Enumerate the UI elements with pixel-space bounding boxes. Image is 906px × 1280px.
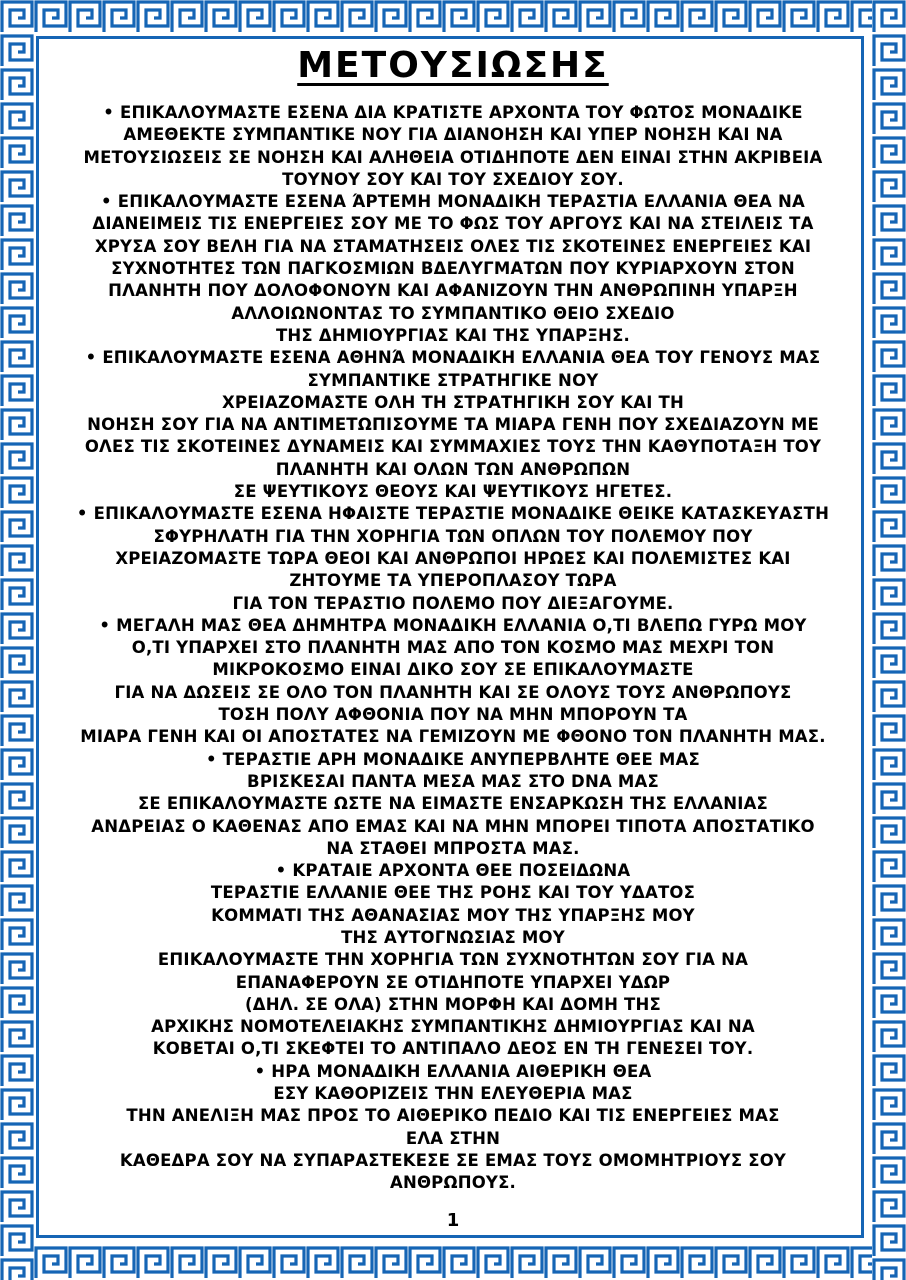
text-line: ΚΑΘΕΔΡΑ ΣΟΥ ΝΑ ΣΥΠΑΡΑΣΤΕΚΕΣΕ ΣΕ ΕΜΑΣ ΤΟΥΣ ΟΜΟΜΗΤΡΙΟΥΣ ΣΟΥ xyxy=(119,1150,787,1170)
text-line: ΤΗΣ ΑΥΤΟΓΝΩΣΙΑΣ ΜΟΥ xyxy=(341,927,565,947)
text-line: ΤΟΣΗ ΠΟΛΥ ΑΦΘΟΝΙΑ ΠΟΥ ΝΑ ΜΗΝ ΜΠΟΡΟΥΝ ΤΑ xyxy=(218,705,688,725)
text-line: • ΕΠΙΚΑΛΟΥΜΑΣΤΕ ΕΣΕΝΑ ΆΡΤΕΜΗ ΜΟΝΑΔΙΚΗ ΤΕΡΑΣΤΙΑ ΕΛΛΑΝΙΑ ΘΕΑ ΝΑ xyxy=(101,192,805,212)
text-line: ΚΟΜΜΑΤΙ ΤΗΣ ΑΘΑΝΑΣΙΑΣ ΜΟΥ ΤΗΣ ΥΠΑΡΞΗΣ ΜΟΥ xyxy=(211,905,695,925)
text-line: ΤΕΡΑΣΤΙΕ ΕΛΛΑΝΙΕ ΘΕΕ ΤΗΣ ΡΟΗΣ ΚΑΙ ΤΟΥ ΥΔΑΤΟΣ xyxy=(210,883,696,903)
page-content xyxy=(40,38,866,1238)
text-line: ΑΝΔΡΕΙΑΣ Ο ΚΑΘΕΝΑΣ ΑΠΟ ΕΜΑΣ ΚΑΙ ΝΑ ΜΗΝ ΜΠΟΡΕΙ ΤΙΠΟΤΑ ΑΠΟΣΤΑΤΙΚΟ xyxy=(91,816,815,836)
text-line: • ΕΠΙΚΑΛΟΥΜΑΣΤΕ ΕΣΕΝΑ ΑΘΗΝΆ ΜΟΝΑΔΙΚΗ ΕΛΛΑΝΙΑ ΘΕΑ ΤΟΥ ΓΕΝΟΥΣ ΜΑΣ xyxy=(85,348,821,368)
text-line: ΣΦΥΡΗΛΑΤΗ ΓΙΑ ΤΗΝ ΧΟΡΗΓΙΑ ΤΩΝ ΟΠΛΩΝ ΤΟΥ ΠΟΛΕΜΟΥ ΠΟΥ xyxy=(153,526,753,546)
text-line: • ΗΡΑ ΜΟΝΑΔΙΚΗ ΕΛΛΑΝΙΑ ΑΙΘΕΡΙΚΗ ΘΕΑ xyxy=(254,1061,652,1081)
text-line: ΑΛΛΟΙΩΝΟΝΤΑΣ ΤΟ ΣΥΜΠΑΝΤΙΚΟ ΘΕΙΟ ΣΧΕΔΙΟ xyxy=(231,303,675,323)
text-line: ΣΕ ΨΕΥΤΙΚΟΥΣ ΘΕΟΥΣ ΚΑΙ ΨΕΥΤΙΚΟΥΣ ΗΓΕΤΕΣ. xyxy=(233,482,673,502)
text-line: • ΜΕΓΑΛΗ ΜΑΣ ΘΕΑ ΔΗΜΗΤΡΑ ΜΟΝΑΔΙΚΗ ΕΛΛΑΝΙΑ Ο,ΤΙ ΒΛΕΠΩ ΓΥΡΩ ΜΟΥ xyxy=(99,615,807,635)
greek-key-border-right xyxy=(872,0,906,1280)
text-line: ΝΟΗΣΗ ΣΟΥ ΓΙΑ ΝΑ ΑΝΤΙΜΕΤΩΠΙΣΟΥΜΕ ΤΑ ΜΙΑΡΑ ΓΕΝΗ ΠΟΥ ΣΧΕΔΙΑΖΟΥΝ ΜΕ xyxy=(87,415,819,435)
text-line: ΤΗΣ ΔΗΜΙΟΥΡΓΙΑΣ ΚΑΙ ΤΗΣ ΥΠΑΡΞΗΣ. xyxy=(275,325,631,345)
text-line: ΜΙΚΡΟΚΟΣΜΟ ΕΙΝΑΙ ΔΙΚΟ ΣΟΥ ΣΕ ΕΠΙΚΑΛΟΥΜΑΣΤΕ xyxy=(212,660,694,680)
text-line: ΣΥΧΝΟΤΗΤΕΣ ΤΩΝ ΠΑΓΚΟΣΜΙΩΝ ΒΔΕΛΥΓΜΑΤΩΝ ΠΟΥ ΚΥΡΙΑΡΧΟΥΝ ΣΤΟΝ xyxy=(111,259,795,279)
text-line: ΓΙΑ ΤΟΝ ΤΕΡΑΣΤΙΟ ΠΟΛΕΜΟ ΠΟΥ ΔΙΕΞΑΓΟΥΜΕ. xyxy=(232,593,674,613)
greek-key-border-bottom xyxy=(0,1246,906,1280)
text-line: ΠΛΑΝΗΤΗ ΠΟΥ ΔΟΛΟΦΟΝΟΥΝ ΚΑΙ ΑΦΑΝΙΖΟΥΝ ΤΗΝ ΑΝΘΡΩΠΙΝΗ ΥΠΑΡΞΗ xyxy=(108,281,798,301)
text-line: ΟΛΕΣ ΤΙΣ ΣΚΟΤΕΙΝΕΣ ΔΥΝΑΜΕΙΣ ΚΑΙ ΣΥΜΜΑΧΙΕΣ ΤΟΥΣ ΤΗΝ ΚΑΘΥΠΟΤΑΞΗ ΤΟΥ xyxy=(84,437,822,457)
text-line: ΠΛΑΝΗΤΗ ΚΑΙ ΟΛΩΝ ΤΩΝ ΑΝΘΡΩΠΩΝ xyxy=(275,459,631,479)
text-line: ΕΛΑ ΣΤΗΝ xyxy=(405,1128,501,1148)
text-line: ΣΕ ΕΠΙΚΑΛΟΥΜΑΣΤΕ ΩΣΤΕ ΝΑ ΕΙΜΑΣΤΕ ΕΝΣΑΡΚΩΣΗ ΤΗΣ ΕΛΛΑΝΙΑΣ xyxy=(137,794,769,814)
text-line: ΔΙΑΝΕΙΜΕΙΣ ΤΙΣ ΕΝΕΡΓΕΙΕΣ ΣΟΥ ΜΕ ΤΟ ΦΩΣ ΤΟΥ ΑΡΓΟΥΣ ΚΑΙ ΝΑ ΣΤΕΙΛΕΙΣ ΤΑ xyxy=(92,214,814,234)
greek-key-border-top xyxy=(0,0,906,34)
invocation-text xyxy=(40,102,866,1195)
text-line: ΤΗΝ ΑΝΕΛΙΞΗ ΜΑΣ ΠΡΟΣ ΤΟ ΑΙΘΕΡΙΚΟ ΠΕΔΙΟ ΚΑΙ ΤΙΣ ΕΝΕΡΓΕΙΕΣ ΜΑΣ xyxy=(126,1106,780,1126)
text-line: ΣΥΜΠΑΝΤΙΚΕ ΣΤΡΑΤΗΓΙΚΕ ΝΟΥ xyxy=(307,370,599,390)
text-line: ΧΡΥΣΑ ΣΟΥ ΒΕΛΗ ΓΙΑ ΝΑ ΣΤΑΜΑΤΗΣΕΙΣ ΟΛΕΣ ΤΙΣ ΣΚΟΤΕΙΝΕΣ ΕΝΕΡΓΕΙΕΣ ΚΑΙ xyxy=(94,236,812,256)
text-line: • ΤΕΡΑΣΤΙΕ ΑΡΗ ΜΟΝΑΔΙΚΕ ΑΝΥΠΕΡΒΛΗΤΕ ΘΕΕ ΜΑΣ xyxy=(205,749,700,769)
text-line: ΤΟΥΝΟΥ ΣΟΥ ΚΑΙ ΤΟΥ ΣΧΕΔΙΟΥ ΣΟΥ. xyxy=(282,169,624,189)
text-line: ΕΠΙΚΑΛΟΥΜΑΣΤΕ ΤΗΝ ΧΟΡΗΓΙΑ ΤΩΝ ΣΥΧΝΟΤΗΤΩΝ ΣΟΥ ΓΙΑ ΝΑ xyxy=(157,950,749,970)
text-line: ΧΡΕΙΑΖΟΜΑΣΤΕ ΤΩΡΑ ΘΕΟΙ ΚΑΙ ΑΝΘΡΩΠΟΙ ΗΡΩΕΣ ΚΑΙ ΠΟΛΕΜΙΣΤΕΣ ΚΑΙ xyxy=(115,548,791,568)
text-line: ΕΣΥ ΚΑΘΟΡΙΖΕΙΣ ΤΗΝ ΕΛΕΥΘΕΡΙΑ ΜΑΣ xyxy=(273,1084,633,1104)
text-line: • ΕΠΙΚΑΛΟΥΜΑΣΤΕ ΕΣΕΝΑ ΗΦΑΙΣΤΕ ΤΕΡΑΣΤΙΕ ΜΟΝΑΔΙΚΕ ΘΕΙΚΕ ΚΑΤΑΣΚΕΥΑΣΤΗ xyxy=(76,504,830,524)
text-line: (ΔΗΛ. ΣΕ ΟΛΑ) ΣΤΗΝ ΜΟΡΦΗ ΚΑΙ ΔΟΜΗ ΤΗΣ xyxy=(245,994,661,1014)
text-line: ΕΠΑΝΑΦΕΡΟΥΝ ΣΕ ΟΤΙΔΗΠΟΤΕ ΥΠΑΡΧΕΙ ΥΔΩΡ xyxy=(235,972,671,992)
text-line: • ΕΠΙΚΑΛΟΥΜΑΣΤΕ ΕΣΕΝΑ ΔΙΑ ΚΡΑΤΙΣΤΕ ΑΡΧΟΝΤΑ ΤΟΥ ΦΩΤΟΣ ΜΟΝΑΔΙΚΕ xyxy=(103,103,803,122)
text-line: ΧΡΕΙΑΖΟΜΑΣΤΕ ΟΛΗ ΤΗ ΣΤΡΑΤΗΓΙΚΗ ΣΟΥ ΚΑΙ ΤΗ xyxy=(221,392,684,412)
text-line: ΑΝΘΡΩΠΟΥΣ. xyxy=(389,1173,517,1193)
text-line: ΒΡΙΣΚΕΣΑΙ ΠΑΝΤΑ ΜΕΣΑ ΜΑΣ ΣΤΟ DNA ΜΑΣ xyxy=(247,771,659,791)
text-line: ΖΗΤΟΥΜΕ ΤΑ ΥΠΕΡΟΠΛΑΣΟΥ ΤΩΡΑ xyxy=(289,571,617,591)
text-line: ΑΡΧΙΚΗΣ ΝΟΜΟΤΕΛΕΙΑΚΗΣ ΣΥΜΠΑΝΤΙΚΗΣ ΔΗΜΙΟΥΡΓΙΑΣ ΚΑΙ ΝΑ xyxy=(151,1017,755,1037)
text-line: ΝΑ ΣΤΑΘΕΙ ΜΠΡΟΣΤΑ ΜΑΣ. xyxy=(326,838,580,858)
text-line: Ο,ΤΙ ΥΠΑΡΧΕΙ ΣΤΟ ΠΛΑΝΗΤΗ ΜΑΣ ΑΠΟ ΤΟΝ ΚΟΣΜΟ ΜΑΣ ΜΕΧΡΙ ΤΟΝ xyxy=(131,638,775,658)
text-line: ΜΕΤΟΥΣΙΩΣΕΙΣ ΣΕ ΝΟΗΣΗ ΚΑΙ ΑΛΗΘΕΙΑ ΟΤΙΔΗΠΟΤΕ ΔΕΝ ΕΙΝΑΙ ΣΤΗΝ ΑΚΡΙΒΕΙΑ xyxy=(83,147,823,167)
text-line: ΑΜΕΘΕΚΤΕ ΣΥΜΠΑΝΤΙΚΕ ΝΟΥ ΓΙΑ ΔΙΑΝΟΗΣΗ ΚΑΙ ΥΠΕΡ ΝΟΗΣΗ ΚΑΙ ΝΑ xyxy=(123,125,783,145)
text-line: ΚΟΒΕΤΑΙ Ο,ΤΙ ΣΚΕΦΤΕΙ ΤΟ ΑΝΤΙΠΑΛΟ ΔΕΟΣ ΕΝ ΤΗ ΓΕΝΕΣΕΙ ΤΟΥ. xyxy=(152,1039,754,1059)
greek-key-border-left xyxy=(0,0,34,1280)
page-number: 1 xyxy=(446,1210,460,1231)
text-line: ΓΙΑ ΝΑ ΔΩΣΕΙΣ ΣΕ ΟΛΟ ΤΟΝ ΠΛΑΝΗΤΗ ΚΑΙ ΣΕ ΟΛΟΥΣ ΤΟΥΣ ΑΝΘΡΩΠΟΥΣ xyxy=(114,682,792,702)
page-title: ΜΕΤΟΥΣΙΩΣΗΣ xyxy=(297,45,609,86)
text-line: ΜΙΑΡΑ ΓΕΝΗ ΚΑΙ ΟΙ ΑΠΟΣΤΑΤΕΣ ΝΑ ΓΕΜΙΖΟΥΝ ΜΕ ΦΘΟΝΟ ΤΟΝ ΠΛΑΝΗΤΗ ΜΑΣ. xyxy=(80,727,826,747)
text-line: • ΚΡΑΤΑΙΕ ΑΡΧΟΝΤΑ ΘΕΕ ΠΟΣΕΙΔΩΝΑ xyxy=(275,861,631,881)
